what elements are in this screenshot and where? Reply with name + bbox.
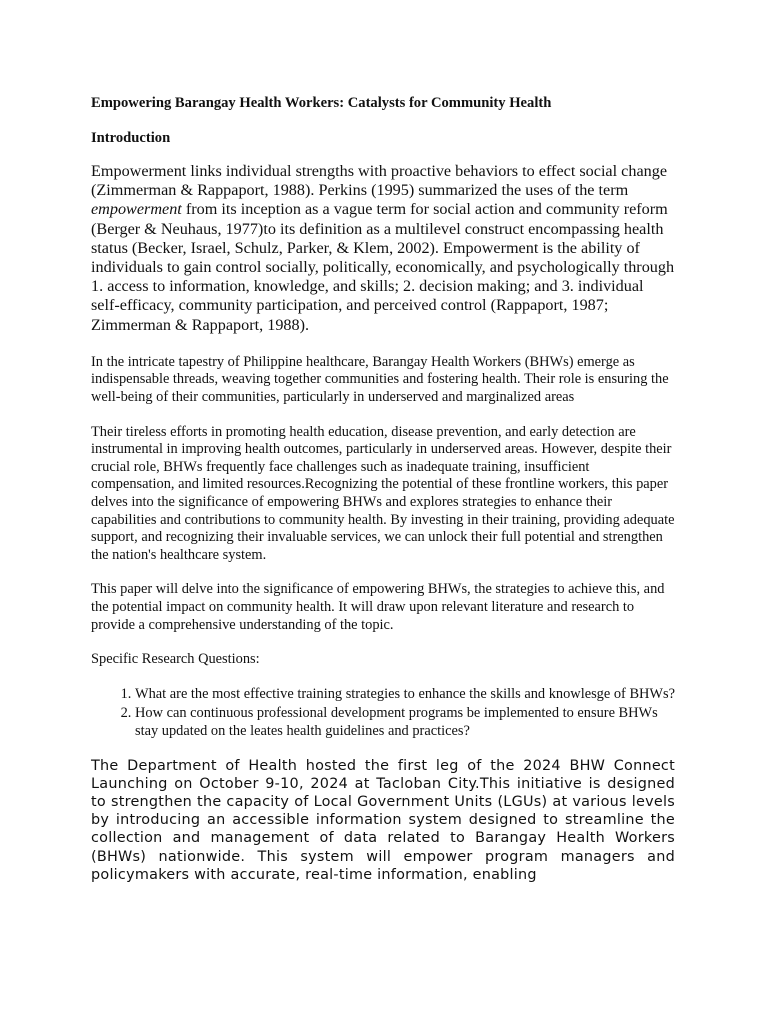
intro-paragraph-emphasis: empowerment: [91, 200, 182, 219]
list-item: 2. How can continuous professional development programs be implemented to ensure BHWs stay updated on the leates health guidelines and practices?: [135, 705, 675, 740]
document-title: Empowering Barangay Health Workers: Catalysts for Community Health: [91, 95, 552, 111]
paragraph-tapestry: In the intricate tapestry of Philippine healthcare, Barangay Health Workers (BHWs) emerge as indispensable threads, weaving together communities and fostering health. Their role is ensuring the well-being of their communities, particularly in underserved and marginalized areas: [91, 353, 669, 406]
intro-paragraph: [91, 162, 675, 335]
paragraph-doh-launch: The Department of Health hosted the first leg of the 2024 BHW Connect Launching on October 9-10, 2024 at Tacloban City.This initiative is designed to strengthen the capacity of Local Government Units (LGUs) at various levels by introducing an accessible information system designed to streamline the collection and management of data related to Barangay Health Workers (BHWs) nationwide. This system will empower program managers and policymakers with accurate, real-time information, enabling: [91, 757, 675, 883]
intro-paragraph-part1: Empowerment links individual strengths with proactive behaviors to effect social change (Zimmerman & Rappaport, 1988). Perkins (1995) summarized the uses of the term: [91, 162, 667, 200]
list-item: 1. What are the most effective training strategies to enhance the skills and knowlesge of BHWs?: [135, 686, 675, 704]
introduction-heading: Introduction: [91, 130, 171, 146]
intro-paragraph-part2: from its inception as a vague term for social action and community reform (Berger & Neuhaus, 1977)to its definition as a multilevel construct encompassing health status (Becker, Israel, Schulz, Parker, & Klem, 2002). Empowerment is the ability of individuals to gain control socially, politically, economically, and psychologically through 1. access to information, knowledge, and skills; 2. decision making; and 3. individual self-efficacy, community participation, and perceived control (Rappaport, 1987; Zimmerman & Rappaport, 1988).: [91, 200, 675, 334]
document-body: [91, 94, 675, 884]
research-questions-label: Specific Research Questions:: [91, 651, 260, 668]
paragraph-efforts: Their tireless efforts in promoting health education, disease prevention, and early detection are instrumental in improving health outcomes, particularly in underserved areas. However, despite their crucial role, BHWs frequently face challenges such as inadequate training, insufficient compensation, and limited resources.Recognizing the potential of these frontline workers, this paper delves into the significance of empowering BHWs and explores strategies to enhance their capabilities and contributions to community health. By investing in their training, providing adequate support, and recognizing their invaluable services, we can unlock their full potential and strengthen the nation's healthcare system.: [91, 423, 675, 563]
paragraph-scope: This paper will delve into the significance of empowering BHWs, the strategies to achieve this, and the potential impact on community health. It will draw upon relevant literature and research to provide a comprehensive understanding of the topic.: [91, 581, 665, 633]
research-questions-list: [91, 686, 675, 741]
